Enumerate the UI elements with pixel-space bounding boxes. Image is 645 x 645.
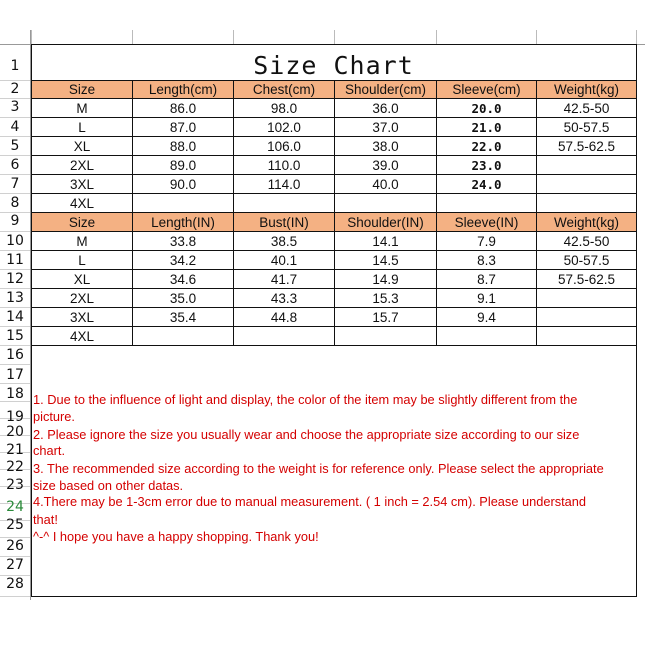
table-header-cell[interactable]: Length(IN)	[133, 213, 233, 231]
row-number[interactable]: 7	[10, 176, 20, 192]
table-cell[interactable]: 41.7	[270, 271, 298, 287]
chart-title: Size Chart	[253, 50, 414, 80]
table-cell[interactable]	[133, 194, 233, 212]
table-cell[interactable]: 40.1	[270, 252, 298, 268]
row-number[interactable]: 27	[6, 557, 24, 573]
row-number[interactable]: 3	[10, 99, 20, 115]
table-cell[interactable]: 89.0	[169, 157, 197, 173]
row-number[interactable]: 21	[6, 442, 24, 458]
table-header-cell[interactable]: Size	[32, 81, 132, 98]
table-cell[interactable]: 23.0	[471, 157, 502, 173]
row-number[interactable]: 9	[10, 213, 20, 229]
table-cell[interactable]: 34.6	[169, 271, 197, 287]
table-cell[interactable]: 114.0	[267, 176, 301, 192]
table-cell[interactable]	[335, 194, 436, 212]
row-number[interactable]: 26	[6, 538, 24, 554]
row-number[interactable]: 4	[10, 119, 20, 135]
row-number[interactable]: 20	[6, 424, 24, 440]
table-cell[interactable]: 15.7	[372, 309, 399, 325]
row-number[interactable]: 23	[6, 477, 24, 493]
table-cell[interactable]	[537, 175, 636, 193]
table-cell[interactable]: 43.3	[270, 290, 298, 306]
row-number[interactable]: 17	[6, 367, 24, 383]
table-cell[interactable]	[437, 327, 536, 345]
row-number[interactable]: 5	[10, 138, 20, 154]
row-number[interactable]: 15	[6, 328, 24, 344]
table-cell[interactable]: 37.0	[372, 119, 399, 135]
table-cell[interactable]: 40.0	[372, 176, 399, 192]
table-cell[interactable]: 3XL	[69, 309, 95, 325]
table-cell[interactable]: M	[76, 233, 88, 249]
row-number[interactable]: 6	[10, 157, 20, 173]
table-cell[interactable]: 57.5-62.5	[557, 138, 616, 154]
table-cell[interactable]: L	[78, 119, 86, 135]
table-cell[interactable]: 7.9	[477, 233, 496, 249]
table-header-cell[interactable]: Bust(IN)	[234, 213, 334, 231]
table-cell[interactable]: 14.9	[372, 271, 399, 287]
table-cell[interactable]: 50-57.5	[563, 252, 610, 268]
table-cell[interactable]	[335, 327, 436, 345]
table-cell[interactable]: 86.0	[169, 100, 197, 116]
table-cell[interactable]: 14.5	[372, 252, 399, 268]
note-line: chart.	[33, 443, 66, 458]
table-cell[interactable]: 33.8	[169, 233, 197, 249]
table-cell[interactable]: 36.0	[372, 100, 399, 116]
table-cell[interactable]: 34.2	[169, 252, 197, 268]
table-cell[interactable]: M	[76, 100, 88, 116]
table-cell[interactable]: 88.0	[169, 138, 197, 154]
row-number[interactable]: 14	[6, 309, 24, 325]
table-cell[interactable]: L	[78, 252, 86, 268]
row-number[interactable]: 25	[6, 517, 24, 533]
table-cell[interactable]: 9.1	[477, 290, 496, 306]
table-header-cell[interactable]: Weight(kg)	[537, 81, 636, 98]
row-number[interactable]: 10	[6, 233, 24, 249]
row-number[interactable]: 12	[6, 271, 24, 287]
table-header-cell[interactable]: Shoulder(cm)	[335, 81, 436, 98]
table-cell[interactable]: 22.0	[471, 138, 502, 154]
table-cell[interactable]: 2XL	[69, 157, 95, 173]
row-number[interactable]: 1	[10, 58, 20, 74]
table-cell[interactable]: 42.5-50	[563, 233, 610, 249]
row-number[interactable]: 8	[10, 195, 20, 211]
table-cell[interactable]: 38.0	[372, 138, 399, 154]
table-cell[interactable]: 4XL	[69, 328, 95, 344]
row-number[interactable]: 22	[6, 459, 24, 475]
table-cell[interactable]	[234, 194, 334, 212]
row-number[interactable]: 16	[6, 347, 24, 363]
table-cell[interactable]: 3XL	[69, 176, 95, 192]
table-cell[interactable]: 39.0	[372, 157, 399, 173]
table-cell[interactable]	[234, 327, 334, 345]
note-line: 3. The recommended size according to the weight is for reference only. Please select the appropriate	[33, 461, 604, 476]
table-cell[interactable]: XL	[73, 138, 91, 154]
table-cell[interactable]: 24.0	[471, 176, 502, 192]
table-header-cell[interactable]: Size	[32, 213, 132, 231]
table-cell[interactable]: 35.4	[169, 309, 197, 325]
row-number[interactable]: 28	[6, 576, 24, 592]
table-cell[interactable]: 15.3	[372, 290, 399, 306]
table-header-cell[interactable]: Sleeve(IN)	[437, 213, 536, 231]
table-cell[interactable]: 90.0	[169, 176, 197, 192]
table-cell[interactable]	[437, 194, 536, 212]
table-cell[interactable]: 8.7	[477, 271, 496, 287]
table-cell[interactable]: 35.0	[169, 290, 197, 306]
table-cell[interactable]	[537, 156, 636, 174]
note-line: 4.There may be 1-3cm error due to manual measurement. ( 1 inch = 2.54 cm). Please understand	[33, 494, 587, 509]
note-line: size based on other datas.	[33, 478, 184, 493]
table-header-cell[interactable]: Weight(kg)	[537, 213, 636, 231]
table-header-cell[interactable]: Sleeve(cm)	[437, 81, 536, 98]
table-header-cell[interactable]: Length(cm)	[133, 81, 233, 98]
table-cell[interactable]: 110.0	[267, 157, 301, 173]
row-number[interactable]: 18	[6, 386, 24, 402]
table-cell[interactable]: 14.1	[372, 233, 399, 249]
note-line: 1. Due to the influence of light and display, the color of the item may be slightly different from the	[33, 392, 578, 407]
row-number[interactable]: 13	[6, 290, 24, 306]
table-cell[interactable]: 98.0	[270, 100, 298, 116]
note-line: picture.	[33, 409, 75, 424]
table-cell[interactable]: 42.5-50	[563, 100, 610, 116]
table-cell[interactable]: 106.0	[267, 138, 301, 154]
row-number[interactable]: 11	[6, 252, 24, 268]
table-cell[interactable]: 87.0	[169, 119, 197, 135]
table-cell[interactable]: 50-57.5	[563, 119, 610, 135]
row-number[interactable]: 2	[10, 81, 20, 97]
table-cell[interactable]: 9.4	[477, 309, 496, 325]
row-number[interactable]: 24	[6, 499, 24, 515]
table-cell[interactable]: 2XL	[69, 290, 95, 306]
table-cell[interactable]: 20.0	[471, 100, 502, 116]
table-cell[interactable]: 8.3	[477, 252, 496, 268]
table-header-cell[interactable]: Shoulder(IN)	[335, 213, 436, 231]
table-cell[interactable]: 44.8	[270, 309, 298, 325]
table-cell[interactable]	[133, 327, 233, 345]
note-line: that!	[33, 512, 58, 527]
table-cell[interactable]	[537, 308, 636, 326]
row-number[interactable]: 19	[6, 409, 24, 425]
table-cell[interactable]	[537, 194, 636, 212]
table-cell[interactable]	[537, 327, 636, 345]
note-line: ^-^ I hope you have a happy shopping. Thank you!	[33, 529, 319, 544]
table-cell[interactable]: 38.5	[270, 233, 298, 249]
table-cell[interactable]	[537, 289, 636, 307]
table-header-cell[interactable]: Chest(cm)	[234, 81, 334, 98]
table-cell[interactable]: XL	[73, 271, 91, 287]
table-cell[interactable]: 4XL	[69, 195, 95, 211]
note-line: 2. Please ignore the size you usually wear and choose the appropriate size according to our size	[33, 427, 580, 442]
table-cell[interactable]: 102.0	[267, 119, 301, 135]
table-cell[interactable]: 57.5-62.5	[557, 271, 616, 287]
table-cell[interactable]: 21.0	[471, 119, 502, 135]
